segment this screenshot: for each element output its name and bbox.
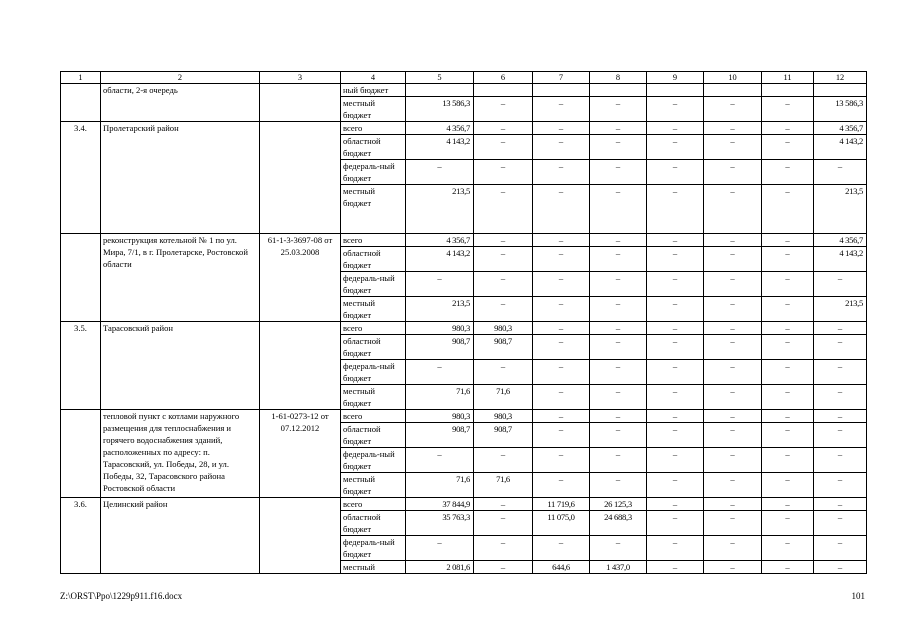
amount-cell-col-12: – (814, 423, 867, 448)
amount-cell-col-9: – (647, 410, 704, 423)
amount-cell-col-5: 71,6 (406, 385, 474, 410)
table-row (61, 322, 867, 335)
header-cell: 11 (762, 72, 814, 84)
table-body (61, 72, 867, 574)
funding-source-cell: всего (341, 498, 406, 511)
amount-cell-col-6: 71,6 (474, 385, 533, 410)
amount-cell-col-5: 908,7 (406, 423, 474, 448)
funding-source-cell: всего (341, 410, 406, 423)
funding-source-cell: ный бюджет (341, 84, 406, 97)
amount-cell-col-12: – (814, 511, 867, 536)
amount-cell-col-10: – (704, 185, 762, 234)
amount-cell-col-9: – (647, 122, 704, 135)
row-number-cell: 3.5. (61, 322, 101, 410)
amount-cell-col-5: 35 763,3 (406, 511, 474, 536)
amount-cell-col-7 (533, 84, 590, 97)
amount-cell-col-10: – (704, 234, 762, 247)
amount-cell-col-9: – (647, 297, 704, 322)
funding-source-cell: местный бюджет (341, 97, 406, 122)
amount-cell-col-9: – (647, 322, 704, 335)
amount-cell-col-11: – (762, 423, 814, 448)
amount-cell-col-7: – (533, 122, 590, 135)
funding-source-cell: областной бюджет (341, 423, 406, 448)
amount-cell-col-10: – (704, 561, 762, 574)
amount-cell-col-12: 213,5 (814, 185, 867, 234)
amount-cell-col-7: – (533, 247, 590, 272)
row-number-cell (61, 410, 101, 498)
amount-cell-col-12: 4 356,7 (814, 122, 867, 135)
amount-cell-col-7: – (533, 272, 590, 297)
amount-cell-col-7: 11 075,0 (533, 511, 590, 536)
amount-cell-col-5 (406, 84, 474, 97)
amount-cell-col-7: – (533, 160, 590, 185)
amount-cell-col-8: – (590, 410, 647, 423)
amount-cell-col-7: – (533, 135, 590, 160)
row-number-cell (61, 234, 101, 322)
amount-cell-col-10: – (704, 360, 762, 385)
document-cell (260, 84, 341, 122)
amount-cell-col-7: – (533, 410, 590, 423)
amount-cell-col-10: – (704, 498, 762, 511)
amount-cell-col-5: 2 081,6 (406, 561, 474, 574)
header-cell: 6 (474, 72, 533, 84)
amount-cell-col-12: – (814, 322, 867, 335)
amount-cell-col-9: – (647, 498, 704, 511)
amount-cell-col-9: – (647, 385, 704, 410)
funding-source-cell: всего (341, 322, 406, 335)
funding-source-cell: местный бюджет (341, 385, 406, 410)
funding-source-cell: федераль-ный бюджет (341, 448, 406, 473)
amount-cell-col-9 (647, 84, 704, 97)
amount-cell-col-10: – (704, 473, 762, 498)
amount-cell-col-6: – (474, 234, 533, 247)
amount-cell-col-8: – (590, 122, 647, 135)
amount-cell-col-6: – (474, 160, 533, 185)
amount-cell-col-7: – (533, 234, 590, 247)
header-cell: 9 (647, 72, 704, 84)
amount-cell-col-12: – (814, 360, 867, 385)
amount-cell-col-10: – (704, 322, 762, 335)
funding-source-cell: областной бюджет (341, 135, 406, 160)
amount-cell-col-6: – (474, 247, 533, 272)
amount-cell-col-10: – (704, 448, 762, 473)
header-cell: 1 (61, 72, 101, 84)
row-number-cell (61, 84, 101, 122)
amount-cell-col-9: – (647, 536, 704, 561)
amount-cell-col-9: – (647, 360, 704, 385)
header-cell: 7 (533, 72, 590, 84)
amount-cell-col-5: 980,3 (406, 410, 474, 423)
document-cell (260, 498, 341, 574)
amount-cell-col-8: – (590, 322, 647, 335)
amount-cell-col-6: 71,6 (474, 473, 533, 498)
amount-cell-col-8: – (590, 335, 647, 360)
amount-cell-col-9: – (647, 135, 704, 160)
amount-cell-col-8: – (590, 360, 647, 385)
amount-cell-col-10: – (704, 135, 762, 160)
file-path: Z:\ORST\Ppo\1229p911.f16.docx (60, 591, 183, 601)
amount-cell-col-9: – (647, 423, 704, 448)
amount-cell-col-7: – (533, 297, 590, 322)
amount-cell-col-9: – (647, 272, 704, 297)
amount-cell-col-9: – (647, 97, 704, 122)
amount-cell-col-6: – (474, 536, 533, 561)
amount-cell-col-6: – (474, 297, 533, 322)
amount-cell-col-9: – (647, 561, 704, 574)
amount-cell-col-5: 4 356,7 (406, 122, 474, 135)
amount-cell-col-5: – (406, 360, 474, 385)
funding-source-cell: местный бюджет (341, 473, 406, 498)
amount-cell-col-12: – (814, 536, 867, 561)
amount-cell-col-12: – (814, 160, 867, 185)
amount-cell-col-9: – (647, 335, 704, 360)
amount-cell-col-5: – (406, 536, 474, 561)
funding-source-cell: всего (341, 234, 406, 247)
amount-cell-col-8: – (590, 185, 647, 234)
object-name-cell: Целинский район (101, 498, 260, 574)
amount-cell-col-6: – (474, 122, 533, 135)
funding-source-cell: местный бюджет (341, 185, 406, 234)
amount-cell-col-7: – (533, 322, 590, 335)
amount-cell-col-12: – (814, 410, 867, 423)
amount-cell-col-11: – (762, 561, 814, 574)
amount-cell-col-8: – (590, 423, 647, 448)
amount-cell-col-11: – (762, 473, 814, 498)
table-row (61, 234, 867, 247)
amount-cell-col-8: – (590, 297, 647, 322)
amount-cell-col-11: – (762, 160, 814, 185)
amount-cell-col-11: – (762, 335, 814, 360)
amount-cell-col-7: – (533, 97, 590, 122)
funding-source-cell: местный (341, 561, 406, 574)
amount-cell-col-6: – (474, 561, 533, 574)
header-cell: 2 (101, 72, 260, 84)
amount-cell-col-10: – (704, 247, 762, 272)
document-cell: 61-1-3-3697-08 от 25.03.2008 (260, 234, 341, 322)
amount-cell-col-10: – (704, 385, 762, 410)
amount-cell-col-5: 4 356,7 (406, 234, 474, 247)
amount-cell-col-6: – (474, 97, 533, 122)
amount-cell-col-6: – (474, 498, 533, 511)
amount-cell-col-12: 4 143,2 (814, 135, 867, 160)
amount-cell-col-5: 980,3 (406, 322, 474, 335)
amount-cell-col-7: 644,6 (533, 561, 590, 574)
amount-cell-col-7: – (533, 536, 590, 561)
amount-cell-col-8: – (590, 272, 647, 297)
amount-cell-col-11 (762, 84, 814, 97)
amount-cell-col-10: – (704, 297, 762, 322)
amount-cell-col-9: – (647, 448, 704, 473)
amount-cell-col-11: – (762, 385, 814, 410)
amount-cell-col-6: – (474, 360, 533, 385)
amount-cell-col-5: 13 586,3 (406, 97, 474, 122)
amount-cell-col-8: – (590, 234, 647, 247)
amount-cell-col-7: – (533, 423, 590, 448)
amount-cell-col-10 (704, 84, 762, 97)
amount-cell-col-8: – (590, 160, 647, 185)
amount-cell-col-8: – (590, 385, 647, 410)
amount-cell-col-11: – (762, 272, 814, 297)
amount-cell-col-12: 4 356,7 (814, 234, 867, 247)
amount-cell-col-10: – (704, 410, 762, 423)
amount-cell-col-12 (814, 84, 867, 97)
amount-cell-col-7: – (533, 473, 590, 498)
object-name-cell: Пролетарский район (101, 122, 260, 234)
row-number-cell: 3.4. (61, 122, 101, 234)
amount-cell-col-6: – (474, 135, 533, 160)
table-row (61, 122, 867, 135)
amount-cell-col-11: – (762, 410, 814, 423)
amount-cell-col-5: 213,5 (406, 297, 474, 322)
amount-cell-col-8: – (590, 135, 647, 160)
amount-cell-col-10: – (704, 272, 762, 297)
amount-cell-col-8: 24 688,3 (590, 511, 647, 536)
amount-cell-col-12: – (814, 448, 867, 473)
amount-cell-col-11: – (762, 322, 814, 335)
amount-cell-col-11: – (762, 498, 814, 511)
amount-cell-col-8: 26 125,3 (590, 498, 647, 511)
amount-cell-col-8: – (590, 536, 647, 561)
amount-cell-col-8: – (590, 97, 647, 122)
funding-source-cell: федераль-ный бюджет (341, 160, 406, 185)
funding-source-cell: всего (341, 122, 406, 135)
amount-cell-col-11: – (762, 360, 814, 385)
document-cell (260, 322, 341, 410)
funding-source-cell: областной бюджет (341, 247, 406, 272)
object-name-cell: Тарасовский район (101, 322, 260, 410)
amount-cell-col-6: – (474, 448, 533, 473)
amount-cell-col-6: – (474, 511, 533, 536)
amount-cell-col-12: – (814, 498, 867, 511)
amount-cell-col-5: 37 844,9 (406, 498, 474, 511)
amount-cell-col-7: – (533, 448, 590, 473)
amount-cell-col-11: – (762, 122, 814, 135)
amount-cell-col-12: – (814, 272, 867, 297)
amount-cell-col-12: 4 143,2 (814, 247, 867, 272)
amount-cell-col-9: – (647, 473, 704, 498)
amount-cell-col-6: 908,7 (474, 423, 533, 448)
amount-cell-col-5: – (406, 448, 474, 473)
amount-cell-col-8: – (590, 473, 647, 498)
document-cell (260, 122, 341, 234)
page-number: 101 (851, 591, 865, 601)
amount-cell-col-11: – (762, 97, 814, 122)
object-name-cell: тепловой пункт с котлами наружного размещения для теплоснабжения и горячего водоснабжения зданий, расположенных по адресу: п. Тарасовский, ул. Победы, 28, и ул. Победы, 32, Тарасовского района Ростовской области (101, 410, 260, 498)
table-row (61, 410, 867, 423)
amount-cell-col-11: – (762, 536, 814, 561)
amount-cell-col-12: 213,5 (814, 297, 867, 322)
amount-cell-col-8: – (590, 247, 647, 272)
amount-cell-col-9: – (647, 185, 704, 234)
amount-cell-col-5: 213,5 (406, 185, 474, 234)
amount-cell-col-10: – (704, 423, 762, 448)
header-cell: 5 (406, 72, 474, 84)
budget-table (60, 71, 867, 574)
amount-cell-col-10: – (704, 536, 762, 561)
header-cell: 10 (704, 72, 762, 84)
amount-cell-col-8 (590, 84, 647, 97)
amount-cell-col-12: – (814, 335, 867, 360)
amount-cell-col-5: 4 143,2 (406, 135, 474, 160)
amount-cell-col-11: – (762, 448, 814, 473)
amount-cell-col-10: – (704, 122, 762, 135)
amount-cell-col-11: – (762, 511, 814, 536)
amount-cell-col-10: – (704, 97, 762, 122)
funding-source-cell: федераль-ный бюджет (341, 272, 406, 297)
amount-cell-col-5: 4 143,2 (406, 247, 474, 272)
amount-cell-col-5: 908,7 (406, 335, 474, 360)
amount-cell-col-5: – (406, 160, 474, 185)
amount-cell-col-9: – (647, 160, 704, 185)
amount-cell-col-12: – (814, 385, 867, 410)
amount-cell-col-12: – (814, 473, 867, 498)
funding-source-cell: федераль-ный бюджет (341, 360, 406, 385)
amount-cell-col-11: – (762, 185, 814, 234)
funding-source-cell: областной бюджет (341, 335, 406, 360)
amount-cell-col-6: 980,3 (474, 322, 533, 335)
amount-cell-col-11: – (762, 297, 814, 322)
funding-source-cell: областной бюджет (341, 511, 406, 536)
amount-cell-col-8: 1 437,0 (590, 561, 647, 574)
funding-source-cell: федераль-ный бюджет (341, 536, 406, 561)
funding-source-cell: местный бюджет (341, 297, 406, 322)
document-cell: 1-61-0273-12 от 07.12.2012 (260, 410, 341, 498)
amount-cell-col-7: – (533, 185, 590, 234)
amount-cell-col-6: 908,7 (474, 335, 533, 360)
header-cell: 3 (260, 72, 341, 84)
amount-cell-col-7: – (533, 385, 590, 410)
amount-cell-col-9: – (647, 247, 704, 272)
amount-cell-col-12: – (814, 561, 867, 574)
amount-cell-col-11: – (762, 247, 814, 272)
object-name-cell: области, 2-я очередь (101, 84, 260, 122)
amount-cell-col-7: 11 719,6 (533, 498, 590, 511)
amount-cell-col-7: – (533, 335, 590, 360)
amount-cell-col-12: 13 586,3 (814, 97, 867, 122)
table-header-row (61, 72, 867, 84)
amount-cell-col-7: – (533, 360, 590, 385)
amount-cell-col-10: – (704, 335, 762, 360)
amount-cell-col-10: – (704, 160, 762, 185)
header-cell: 8 (590, 72, 647, 84)
header-cell: 4 (341, 72, 406, 84)
amount-cell-col-6 (474, 84, 533, 97)
row-number-cell: 3.6. (61, 498, 101, 574)
amount-cell-col-10: – (704, 511, 762, 536)
amount-cell-col-8: – (590, 448, 647, 473)
amount-cell-col-6: 980,3 (474, 410, 533, 423)
object-name-cell: реконструкция котельной № 1 по ул. Мира, 7/1, в г. Пролетарске, Ростовской области (101, 234, 260, 322)
amount-cell-col-5: – (406, 272, 474, 297)
table-row (61, 84, 867, 97)
header-cell: 12 (814, 72, 867, 84)
amount-cell-col-9: – (647, 511, 704, 536)
amount-cell-col-11: – (762, 135, 814, 160)
amount-cell-col-6: – (474, 185, 533, 234)
amount-cell-col-6: – (474, 272, 533, 297)
amount-cell-col-5: 71,6 (406, 473, 474, 498)
amount-cell-col-11: – (762, 234, 814, 247)
amount-cell-col-9: – (647, 234, 704, 247)
table-row (61, 498, 867, 511)
